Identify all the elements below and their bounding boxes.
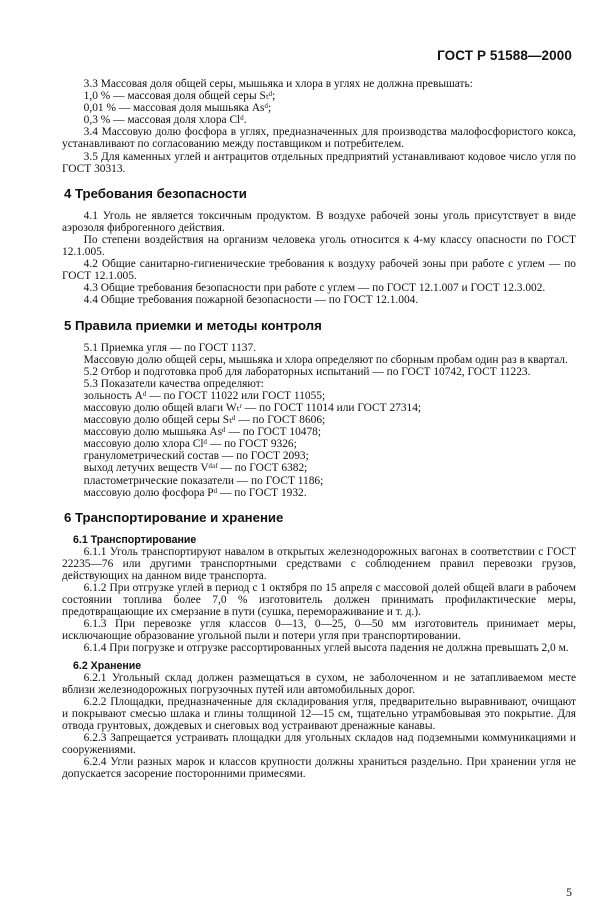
section-5-title: 5 Правила приемки и методы контроля (64, 317, 322, 333)
clause-6-1-4: 6.1.4 При погрузке и отгрузке рассортированных углей высота падения не должна превышать 2,0 м. (83, 642, 569, 655)
sulfur-limit: 1,0 % — массовая доля общей серы Sₜᵈ; (83, 90, 276, 103)
section-4-title: 4 Требования безопасности (64, 185, 247, 201)
clause-3-5: 3.5 Для каменных углей и антрацитов отдельных предприятий устанавливают кодовое число угля по ГОСТ 30313. (62, 150, 576, 175)
clause-3-4: 3.4 Массовую долю фосфора в углях, предназначенных для производства малофосфористого кокса, устанавливают по согласованию между поставщиком и потребителем. (62, 126, 576, 151)
clause-5-1-sampling: Массовую долю общей серы, мышьяка и хлора определяют по сборным пробам один раз в квартал. (83, 353, 568, 366)
page-header-standard: ГОСТ Р 51588—2000 (437, 48, 572, 63)
clause-4-3: 4.3 Общие требования безопасности при работе с углем — по ГОСТ 12.1.007 и ГОСТ 12.3.002. (83, 282, 546, 295)
list-item: массовую долю общей серы Sₜᵈ — по ГОСТ 8606; (83, 414, 326, 427)
clause-4-1: 4.1 Уголь не является токсичным продуктом. В воздухе рабочей зоны уголь присутствует в виде аэрозоля фиброгенного действия. (62, 209, 576, 234)
subsection-6-2-title: 6.2 Хранение (73, 659, 142, 672)
list-item: массовую долю мышьяка Asᵈ — по ГОСТ 10478; (83, 426, 322, 439)
list-item: выход летучих веществ Vᵈᵃᶠ — по ГОСТ 6382; (83, 462, 308, 475)
page-number: 5 (566, 885, 572, 899)
clause-6-2-4: 6.2.4 Угли разных марок и классов крупности должны храниться раздельно. При хранении угля не допускается засорение посторонними примесями. (62, 756, 576, 781)
clause-5-1: 5.1 Приемка угля — по ГОСТ 1137. (83, 341, 256, 354)
clause-6-2-2: 6.2.2 Площадки, предназначенные для складирования угля, предварительно выравнивают, очищают и покрывают смесью шлака и глины толщиной 12—15 см, тщательно утрамбовывая это покрытие. Для отвода грунтовых, дождевых и снеговых вод устраивают дренажные канавы. (62, 695, 576, 732)
section-6-title: 6 Транспортирование и хранение (64, 509, 284, 525)
clause-3-3-intro: 3.3 Массовая доля общей серы, мышьяка и хлора в углях не должна превышать: (83, 78, 473, 90)
subsection-6-1-title: 6.1 Транспортирование (73, 533, 197, 546)
clause-6-2-3: 6.2.3 Запрещается устраивать площадки для угольных складов над подземными коммуникациями и сооружениями. (62, 732, 576, 757)
clause-6-2-1: 6.2.1 Угольный склад должен размещаться в сухом, не заболоченном и не затапливаемом месте вблизи железнодорожных погрузочных путей или автомобильных дорог. (62, 671, 576, 696)
arsenic-limit: 0,01 % — массовая доля мышьяка Asᵈ; (83, 102, 272, 115)
clause-6-1-2: 6.1.2 При отгрузке углей в период с 1 октября по 15 апреля с массовой долей общей влаги в рабочем состоянии топлива более 7,0 % изготовитель должен принимать профилактические меры, предотвращающие их смерзание в пути (сушка, перемораживание и т. д.). (62, 582, 576, 619)
list-item: гранулометрический состав — по ГОСТ 2093; (83, 450, 309, 463)
clause-6-1-1: 6.1.1 Уголь транспортируют навалом в открытых железнодорожных вагонах в соответствии с ГОСТ 22235—76 или другими транспортными средствами с соблюдением правил перевозки грузов, действующих на данном виде транспорта. (62, 545, 576, 582)
list-item: массовую долю общей влаги Wₜʳ — по ГОСТ 11014 или ГОСТ 27314; (83, 401, 422, 414)
clause-5-2: 5.2 Отбор и подготовка проб для лабораторных испытаний — по ГОСТ 10742, ГОСТ 11223. (83, 365, 531, 378)
list-item: зольность Aᵈ — по ГОСТ 11022 или ГОСТ 11055; (83, 389, 326, 402)
clause-3-3 (62, 78, 576, 126)
list-item: массовую долю фосфора Pᵈ — по ГОСТ 1932. (83, 486, 307, 499)
clause-6-1-3: 6.1.3 При перевозке угля классов 0—13, 0—25, 0—50 мм изготовитель принимает меры, исключающие образование угольной пыли и потери угля при транспортировании. (62, 618, 576, 643)
clause-5-3: 5.3 Показатели качества определяют: (83, 377, 264, 390)
clause-4-2: 4.2 Общие санитарно-гигиенические требования к воздуху рабочей зоны при работе с углем — по ГОСТ 12.1.005. (62, 258, 576, 283)
chlorine-limit: 0,3 % — массовая доля хлора Clᵈ. (83, 114, 247, 127)
document-body (62, 78, 576, 780)
list-item: пластометрические показатели — по ГОСТ 1186; (83, 474, 324, 487)
clause-4-1-hazard-class: По степени воздействия на организм человека уголь относится к 4-му классу опасности по ГОСТ 12.1.005. (62, 233, 576, 259)
quality-indicators-list (62, 390, 576, 499)
list-item: массовую долю хлора Clᵈ — по ГОСТ 9326; (83, 438, 297, 451)
clause-4-4: 4.4 Общие требования пожарной безопасности — по ГОСТ 12.1.004. (83, 294, 419, 307)
